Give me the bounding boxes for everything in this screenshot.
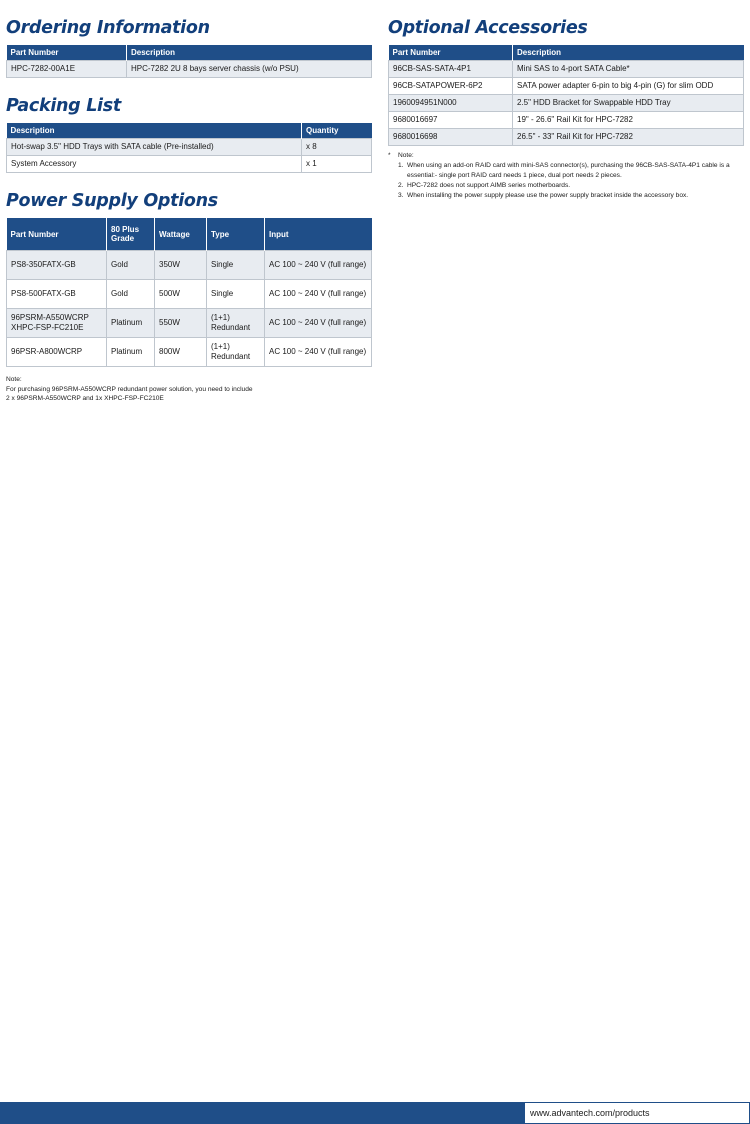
column-header-description: Description xyxy=(513,45,744,61)
column-header-quantity: Quantity xyxy=(302,123,372,139)
table-header-row xyxy=(389,45,744,61)
ordering-information-table xyxy=(6,45,372,78)
cell-grade: Platinum xyxy=(107,309,155,338)
cell-description: 19" - 26.6" Rail Kit for HPC-7282 xyxy=(513,112,744,129)
cell-grade: Gold xyxy=(107,251,155,280)
cell-part-number: 9680016697 xyxy=(389,112,513,129)
note-text: When installing the power supply please use the power supply bracket inside the accessory box. xyxy=(407,191,689,199)
footer xyxy=(0,551,750,1118)
cell-quantity: x 1 xyxy=(302,156,372,173)
note-number: 3. xyxy=(398,191,404,199)
packing-list-title: Packing List xyxy=(6,96,121,116)
table-row xyxy=(7,139,372,156)
column-header-input: Input xyxy=(265,218,372,251)
power-supply-note xyxy=(6,375,372,404)
ordering-information-title: Ordering Information xyxy=(6,18,210,38)
note-number: 2. xyxy=(398,181,404,189)
notes-heading: Note: xyxy=(398,152,414,159)
online-download-url[interactable]: www.advantech.com/products xyxy=(524,1102,750,1124)
column-header-description: Description xyxy=(127,45,372,61)
optional-accessories-table xyxy=(388,45,744,146)
cell-wattage: 800W xyxy=(155,338,207,367)
cell-description: 2.5" HDD Bracket for Swappable HDD Tray xyxy=(513,95,744,112)
cell-part-number: 9680016698 xyxy=(389,129,513,146)
note-item xyxy=(398,161,744,181)
notes-body xyxy=(388,151,744,200)
cell-input: AC 100 ~ 240 V (full range) xyxy=(265,251,372,280)
cell-part-number: PS8-350FATX-GB xyxy=(7,251,107,280)
cell-description: SATA power adapter 6-pin to big 4-pin (G) for slim ODD xyxy=(513,78,744,95)
packing-list-table xyxy=(6,123,372,173)
note-text: HPC-7282 does not support AIMB series motherboards. xyxy=(407,181,571,189)
cell-input: AC 100 ~ 240 V (full range) xyxy=(265,338,372,367)
table-row xyxy=(7,156,372,173)
cell-type: (1+1) Redundant xyxy=(207,309,265,338)
cell-description: 26.5" - 33" Rail Kit for HPC-7282 xyxy=(513,129,744,146)
cell-part-number: 96PSR-A800WCRP xyxy=(7,338,107,367)
column-header-part-number: Part Number xyxy=(7,45,127,61)
table-row xyxy=(389,78,744,95)
cell-wattage: 500W xyxy=(155,280,207,309)
accessories-notes xyxy=(388,151,744,200)
note-label: Note: xyxy=(6,376,22,383)
table-header-row xyxy=(7,218,372,251)
table-row xyxy=(7,251,372,280)
spacer xyxy=(6,78,372,96)
table-row xyxy=(7,309,372,338)
column-header-type: Type xyxy=(207,218,265,251)
cell-wattage: 350W xyxy=(155,251,207,280)
cell-quantity: x 8 xyxy=(302,139,372,156)
cell-part-number: 96PSRM-A550WCRP XHPC-FSP-FC210E xyxy=(7,309,107,338)
table-row xyxy=(7,61,372,78)
cell-type: (1+1) Redundant xyxy=(207,338,265,367)
left-column xyxy=(6,18,372,404)
table-row xyxy=(389,129,744,146)
cell-description: System Accessory xyxy=(7,156,302,173)
table-row xyxy=(7,280,372,309)
spacer xyxy=(6,173,372,191)
online-download-label: Online Download xyxy=(410,555,516,568)
cell-part-number: 96CB-SAS-SATA-4P1 xyxy=(389,61,513,78)
cell-part-number: HPC-7282-00A1E xyxy=(7,61,127,78)
table-row xyxy=(389,95,744,112)
cell-description: Hot-swap 3.5" HDD Trays with SATA cable (Pre-installed) xyxy=(7,139,302,156)
note-item xyxy=(398,191,744,201)
cell-part-number: 96CB-SATAPOWER-6P2 xyxy=(389,78,513,95)
cell-description: Mini SAS to 4-port SATA Cable* xyxy=(513,61,744,78)
cell-input: AC 100 ~ 240 V (full range) xyxy=(265,309,372,338)
cell-type: Single xyxy=(207,280,265,309)
cell-input: AC 100 ~ 240 V (full range) xyxy=(265,280,372,309)
table-row xyxy=(389,112,744,129)
power-supply-options-title: Power Supply Options xyxy=(6,191,218,211)
table-header-row xyxy=(7,45,372,61)
cell-grade: Platinum xyxy=(107,338,155,367)
column-header-part-number: Part Number xyxy=(7,218,107,251)
table-row xyxy=(389,61,744,78)
cell-grade: Gold xyxy=(107,280,155,309)
column-header-part-number: Part Number xyxy=(389,45,513,61)
note-item xyxy=(398,181,744,191)
note-line-2: 2 x 96PSRM-A550WCRP and 1x XHPC-FSP-FC210E xyxy=(6,395,164,403)
cell-part-number: PS8-500FATX-GB xyxy=(7,280,107,309)
cell-description: HPC-7282 2U 8 bays server chassis (w/o PSU) xyxy=(127,61,372,78)
power-supply-options-table xyxy=(6,218,372,367)
note-number: 1. xyxy=(398,161,404,169)
cell-part-number: 1960094951N000 xyxy=(389,95,513,112)
optional-accessories-title: Optional Accessories xyxy=(388,18,588,38)
note-text: When using an add-on RAID card with mini-SAS connector(s), purchasing the 96CB-SAS-SATA-4P1 cable is a essential:- single port RAID card needs 1 piece, dual port needs 2 pieces. xyxy=(407,161,730,179)
right-column xyxy=(388,18,744,200)
cell-wattage: 550W xyxy=(155,309,207,338)
asterisk-marker: * xyxy=(388,152,391,159)
column-header-80-plus-grade: 80 Plus Grade xyxy=(107,218,155,251)
table-header-row xyxy=(7,123,372,139)
table-row xyxy=(7,338,372,367)
note-line-1: For purchasing 96PSRM-A550WCRP redundant power solution, you need to include xyxy=(6,385,253,393)
column-header-wattage: Wattage xyxy=(155,218,207,251)
cell-type: Single xyxy=(207,251,265,280)
column-header-description: Description xyxy=(7,123,302,139)
